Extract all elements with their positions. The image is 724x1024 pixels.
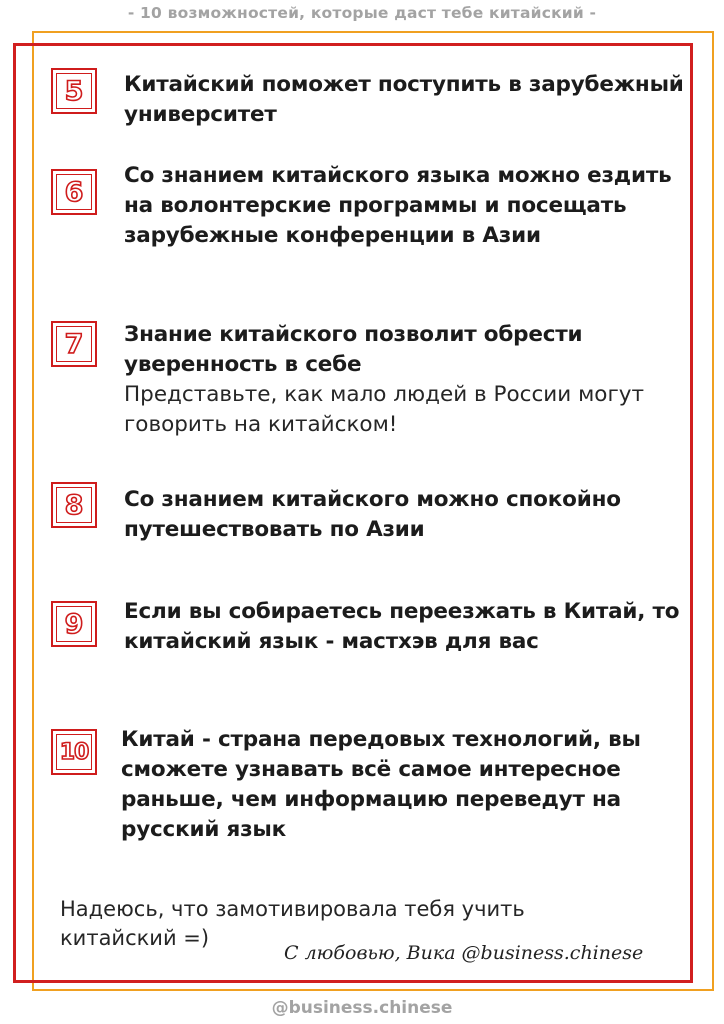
item-subtitle: Представьте, как мало людей в России могут говорить на китайском! bbox=[124, 382, 644, 437]
page-caption: - 10 возможностей, которые даст тебе китайский - bbox=[127, 4, 597, 22]
closing-text: Надеюсь, что замотивировала тебя учить китайский =) bbox=[60, 897, 525, 950]
number-8: 8 bbox=[64, 489, 84, 521]
number-7: 7 bbox=[64, 328, 84, 360]
number-5: 5 bbox=[64, 75, 84, 107]
item-title: Знание китайского позволит обрести уверенность в себе bbox=[124, 322, 583, 377]
list-item-7 bbox=[124, 320, 684, 440]
list-item-6 bbox=[124, 161, 684, 251]
list-item-10 bbox=[121, 725, 681, 845]
item-title: Со знанием китайского можно спокойно путешествовать по Азии bbox=[124, 487, 621, 542]
item-title: Если вы собираетесь переезжать в Китай, то китайский язык - мастхэв для вас bbox=[124, 599, 680, 654]
item-title: Со знанием китайского языка можно ездить на волонтерские программы и посещать зарубежные конференции в Азии bbox=[124, 163, 672, 248]
item-title: Китай - страна передовых технологий, вы сможете узнавать всё самое интересное раньше, чем информацию переведут на русский язык bbox=[121, 727, 649, 842]
number-badge-9 bbox=[51, 601, 97, 647]
item-title: Китайский поможет поступить в зарубежный университет bbox=[124, 72, 684, 127]
number-badge-10 bbox=[51, 729, 97, 775]
number-badge-8 bbox=[51, 482, 97, 528]
list-item-8 bbox=[124, 485, 684, 545]
number-badge-5 bbox=[51, 68, 97, 114]
number-badge-6 bbox=[51, 169, 97, 215]
signature: С любовью, Вика @business.chinese bbox=[284, 942, 644, 964]
footer-handle: @business.chinese bbox=[271, 998, 453, 1018]
list-item-9 bbox=[124, 597, 684, 657]
number-10: 10 bbox=[59, 739, 89, 765]
number-badge-7 bbox=[51, 321, 97, 367]
list-item-5 bbox=[124, 70, 684, 130]
number-9: 9 bbox=[64, 608, 84, 640]
number-6: 6 bbox=[64, 176, 84, 208]
